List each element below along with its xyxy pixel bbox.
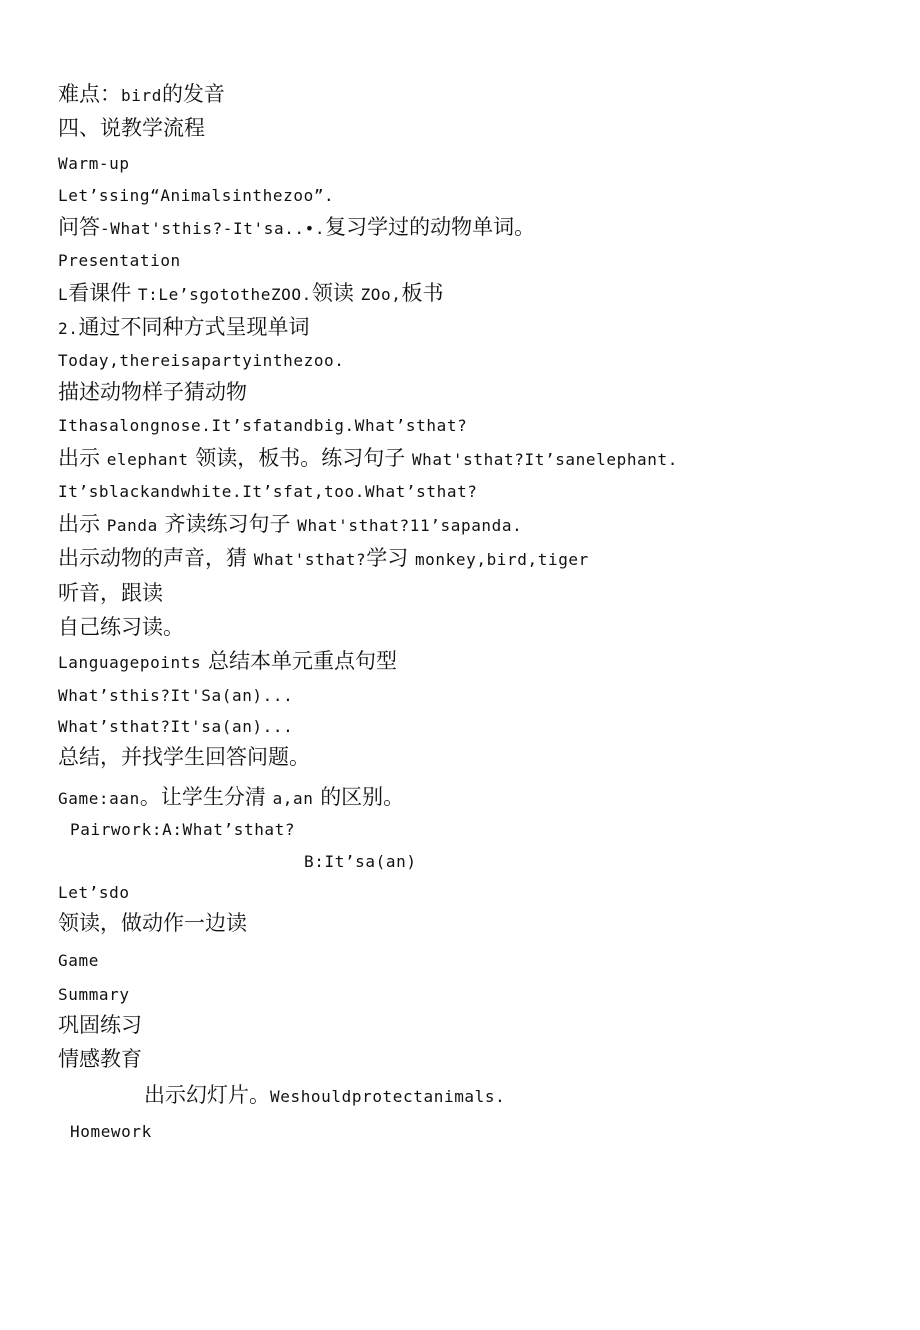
text-line	[58, 448, 678, 469]
text-line: 自己练习读。	[58, 615, 184, 639]
text-segment: What'sthat?	[253, 550, 367, 569]
text-line: Ithasalongnose.It’sfatandbig.What’sthat?	[58, 416, 468, 435]
step-heading: Homework	[70, 1122, 152, 1141]
text-segment: 出示幻灯片。	[144, 1083, 270, 1107]
text-line: It’sblackandwhite.It’sfat,too.What’sthat?	[58, 482, 478, 501]
text-segment: 难点：	[58, 82, 121, 106]
text-segment: 齐读练习句子	[164, 512, 291, 536]
text-line: Pairwork:A:What’sthat?	[70, 820, 296, 839]
text-line: 总结，并找学生回答问题。	[58, 745, 310, 769]
text-line: B:It’sa(an)	[304, 852, 417, 871]
text-segment: ZOO.	[270, 285, 312, 304]
text-line: 情感教育	[58, 1047, 142, 1071]
text-segment: 总结本单元重点句型	[207, 649, 397, 673]
text-segment: ZOo,	[360, 285, 402, 304]
difficulty-line	[58, 84, 225, 105]
text-line: What’sthis?It'Sa(an)...	[58, 686, 294, 705]
text-segment: What'sthat?It’sanelephant.	[411, 450, 678, 469]
text-line	[58, 217, 535, 238]
text-segment: Panda	[106, 516, 158, 535]
text-line	[58, 787, 404, 808]
text-line: Today,thereisapartyinthezoo.	[58, 351, 345, 370]
text-line: What’sthat?It'sa(an)...	[58, 717, 294, 736]
text-line: 领读，做动作一边读	[58, 911, 247, 935]
text-segment: 出示	[58, 446, 100, 470]
text-line	[58, 317, 309, 338]
text-segment: Languagepoints	[58, 653, 202, 672]
text-line: Let’ssing“Animalsinthezoo”.	[58, 186, 335, 205]
text-line: 听音，跟读	[58, 581, 163, 605]
text-segment: L	[58, 285, 69, 304]
text-segment: 板书	[401, 281, 444, 305]
step-heading: Warm-up	[58, 154, 130, 173]
text-segment: monkey,bird,tiger	[414, 550, 589, 569]
text-segment: 看课件	[68, 281, 132, 305]
text-segment: 出示	[58, 512, 100, 536]
text-segment: -What'sthis?-It'sa..•.	[100, 219, 326, 238]
text-segment: a,an	[272, 789, 314, 808]
text-line	[58, 283, 444, 304]
text-line	[58, 514, 522, 535]
text-segment: 的区别。	[320, 785, 405, 809]
text-segment: 。让学生分清	[139, 785, 266, 809]
step-heading: Presentation	[58, 251, 181, 270]
text-segment: 问答	[58, 215, 100, 239]
text-segment: 通过不同种方式呈现单词	[78, 315, 310, 339]
text-segment: bird	[121, 86, 162, 105]
step-heading: Let’sdo	[58, 883, 130, 902]
text-segment: 学习	[366, 546, 409, 570]
text-segment: 领读，板书。练习句子	[195, 446, 406, 470]
text-segment: What'sthat?11’sapanda.	[297, 516, 523, 535]
text-segment: Weshouldprotectanimals.	[270, 1087, 506, 1106]
step-heading: Summary	[58, 985, 130, 1004]
text-line	[58, 548, 589, 569]
text-segment: T:Le’sgotothe	[137, 285, 271, 304]
section-heading: 四、说教学流程	[58, 116, 205, 140]
text-line: 描述动物样子猜动物	[58, 380, 247, 404]
text-segment: Game:aan	[58, 789, 140, 808]
text-segment: 出示动物的声音，猜	[58, 546, 247, 570]
text-line	[144, 1085, 505, 1106]
text-segment: 2.	[58, 319, 79, 338]
text-segment: elephant	[106, 450, 189, 469]
text-segment: 领读	[311, 281, 354, 305]
text-line	[58, 651, 397, 672]
text-segment: 复习学过的动物单词。	[325, 215, 536, 239]
text-line: 巩固练习	[58, 1013, 142, 1037]
step-heading: Game	[58, 951, 99, 970]
text-segment: 的发音	[161, 82, 225, 106]
